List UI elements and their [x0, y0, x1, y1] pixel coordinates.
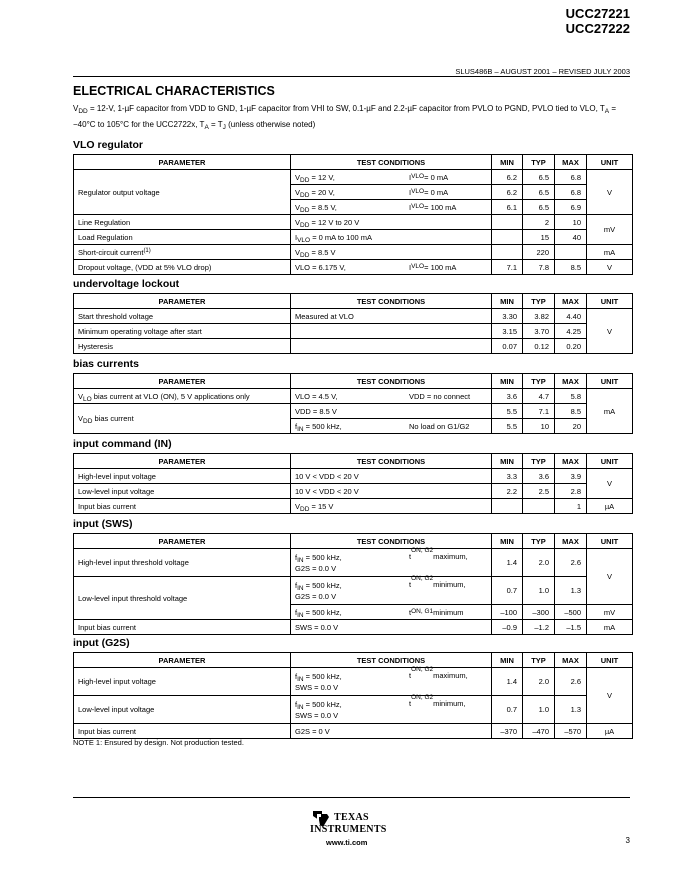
header-rule: [73, 76, 630, 77]
footnote: NOTE 1: Ensured by design. Not production tested.: [73, 738, 244, 747]
document-id: SLUS486B – AUGUST 2001 – REVISED JULY 2003: [455, 67, 630, 76]
table-row: Hysteresis 0.07 0.12 0.20: [74, 339, 633, 354]
input-g2s-table: [73, 652, 633, 739]
table-row: Short-circuit current$^{(1)}$ $V_{DD} = 8.5$ V 220 mA: [74, 245, 633, 260]
section-title-uvlo: undervoltage lockout: [73, 278, 180, 290]
part-numbers: [566, 6, 630, 36]
table-row: Input bias current $V_{DD} = 15$ V 1 µA: [74, 499, 633, 514]
section-title-vlo: VLO regulator: [73, 139, 144, 151]
section-title-input-command: input command (IN): [73, 438, 172, 450]
brand-line-1: TEXAS: [334, 812, 369, 823]
section-title-input-g2s: input (G2S): [73, 637, 130, 649]
table-row: Line Regulation $V_{DD} = 12$ V to 20 V 2 10 mV: [74, 215, 633, 230]
bias-currents-table: [73, 373, 633, 434]
table-row: Minimum operating voltage after start 3.15 3.70 4.25: [74, 324, 633, 339]
table-header-row: PARAMETER TEST CONDITIONS MIN TYP MAX UNIT: [74, 653, 633, 668]
input-command-table: [73, 453, 633, 514]
table-row: High-level input threshold voltage $f_{IN} = 500$ kHz, G2S = 0.0 V t ON, G2 maximum, 1.4 2.0 2.6 V: [74, 549, 633, 577]
part-number-1: UCC27221: [565, 6, 630, 21]
table-row: $V_{LO}$ bias current at VLO (ON), 5 V applications only VLO = 4.5 V, VDD = no connect 3.6 4.7 5.8 mA: [74, 389, 633, 404]
page-number: 3: [625, 836, 630, 845]
table-row: Dropout voltage, (VDD at 5% VLO drop) VLO = 6.175 V, I VLO = 100 mA 7.1 7.8 8.5 V: [74, 260, 633, 275]
table-row: Low-level input voltage 10 V < VDD < 20 V 2.2 2.5 2.8: [74, 484, 633, 499]
table-row: $V_{DD}$ bias current VDD = 8.5 V 5.5 7.1 8.5: [74, 404, 633, 419]
table-row: High-level input voltage $f_{IN} = 500$ kHz, SWS = 0.0 V t ON, G2 maximum, 1.4 2.0 2.6 V: [74, 668, 633, 696]
table-row: $f_{IN} = 500$ kHz, t ON, G1 minimum –100 –300 –500 mV: [74, 605, 633, 620]
table-header-row: PARAMETER TEST CONDITIONS MIN TYP MAX UNIT: [74, 534, 633, 549]
table-row: Input bias current SWS = 0.0 V –0.9 –1.2 –1.5 mA: [74, 620, 633, 635]
table-row: Regulator output voltage $V_{DD} = 12$ V, I VLO = 0 mA 6.2 6.5 6.8 V: [74, 170, 633, 185]
section-title-bias: bias currents: [73, 358, 139, 370]
section-title-input-sws: input (SWS): [73, 518, 133, 530]
table-row: $V_{DD} = 20$ V, I VLO = 0 mA 6.2 6.5 6.8: [74, 185, 633, 200]
table-row: $V_{DD} = 8.5$ V, I VLO = 100 mA 6.1 6.5 6.9: [74, 200, 633, 215]
table-header-row: PARAMETER TEST CONDITIONS MIN TYP MAX UNIT: [74, 294, 633, 309]
table-header-row: PARAMETER TEST CONDITIONS MIN TYP MAX UNIT: [74, 374, 633, 389]
table-row: Low-level input voltage $f_{IN} = 500$ kHz, SWS = 0.0 V t ON, G2 minimum, 0.7 1.0 1.3: [74, 696, 633, 724]
test-conditions-text: $V_{DD} = 12-V$, 1-µF capacitor from VDD to GND, 1-µF capacitor from VHI to SW, 0.1-µF and 2.2-µF capacitor from PVLO to PGND, PVLO tied to VLO, $T_A = -40^\circ C$ to 105°C for the UCC2722x, $T_A = T_J$ (unless otherwise noted): [73, 104, 617, 131]
table-row: $f_{IN} = 500$ kHz, No load on G1/G2 5.5 10 20: [74, 419, 633, 434]
vlo-regulator-table: [73, 154, 633, 275]
footer-rule: [73, 797, 630, 798]
page-title: ELECTRICAL CHARACTERISTICS: [73, 84, 275, 98]
part-number-2: UCC27222: [565, 21, 630, 36]
brand-line-2: INSTRUMENTS: [310, 824, 387, 835]
table-header-row: PARAMETER TEST CONDITIONS MIN TYP MAX UNIT: [74, 454, 633, 469]
table-row: Low-level input threshold voltage $f_{IN} = 500$ kHz, G2S = 0.0 V t ON, G2 minimum, 0.7 1.0 1.3: [74, 577, 633, 605]
uvlo-table: [73, 293, 633, 354]
table-row: Start threshold voltage Measured at VLO 3.30 3.82 4.40 V: [74, 309, 633, 324]
table-row: High-level input voltage 10 V < VDD < 20 V 3.3 3.6 3.9 V: [74, 469, 633, 484]
input-sws-table: [73, 533, 633, 635]
website-link[interactable]: www.ti.com: [326, 838, 368, 847]
table-header-row: PARAMETER TEST CONDITIONS MIN TYP MAX UNIT: [74, 155, 633, 170]
table-row: Input bias current G2S = 0 V –370 –470 –570 µA: [74, 724, 633, 739]
ti-logo: [310, 808, 400, 852]
table-row: Load Regulation $I_{VLO} = 0$ mA to 100 mA 15 40: [74, 230, 633, 245]
